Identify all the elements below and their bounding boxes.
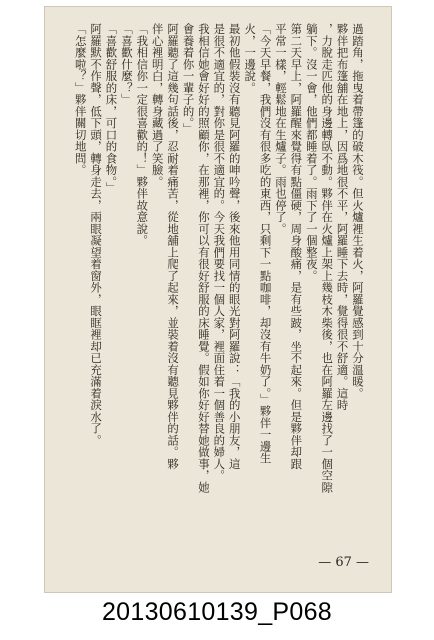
image-caption: 20130610139_P068 <box>101 598 333 626</box>
page-number: — 67 — <box>318 555 369 570</box>
book-page <box>44 6 392 593</box>
body-text: 過踏角，拖曳着帶篷的破木筏。但火爐裡生着火，阿羅覺感到十分溫暖。 夥伴把布篷舖在地上，因爲地很不平，阿羅睡下去時，覺得很不舒適。這時 ，力脫走匹他的身邊轉臥不動。夥伴在火爐上架上幾枝木柴後，也在阿羅左邊找了一個空隙 躺下。沒一會，他們都睡着了。雨下了一個整夜。 第二天早上，阿羅醒來覺得有點僵硬，周身酸痛，是有些跛，坐不起來。但是夥伴却跟 平常一樣，輕鬆地在生爐子。雨也停了。 「今天早餐，我們沒有很多吃的東西，只剩下一點咖啡，却沒有牛奶了。」夥伴一邊生 火，一邊說。 最初他假裝沒有聽見阿羅的呻吟聲，後來他用同情的眼光對阿羅說：「我的小朋友，這 是很不適宜的，對你是很不適宜的。今天我們要找一個人家，裡面住着一個善良的婦人。 我相信她會好好的照顧你，在那裡，你可以有很好舒服的床睡覺。假如你好好替她做事，她 會養着你一輩子的。」 阿羅聽了這幾句話後，忍耐着痛苦，從地舖上爬了起來，並裝着沒有聽見夥伴的話。夥 伴心裡明白，轉身藏過了笑臉。 「我相信你一定很喜歡的！」夥伴故意說。 「喜歡什麼？」 「喜歡舒服的床，可口的食物。」 阿羅默不作聲，低下頭，轉身走去，兩眼凝望着窗外，眼眶裡却已充滿着淚水了。 「怎麼啦？」夥伴關切地問。 <box>73 23 365 493</box>
